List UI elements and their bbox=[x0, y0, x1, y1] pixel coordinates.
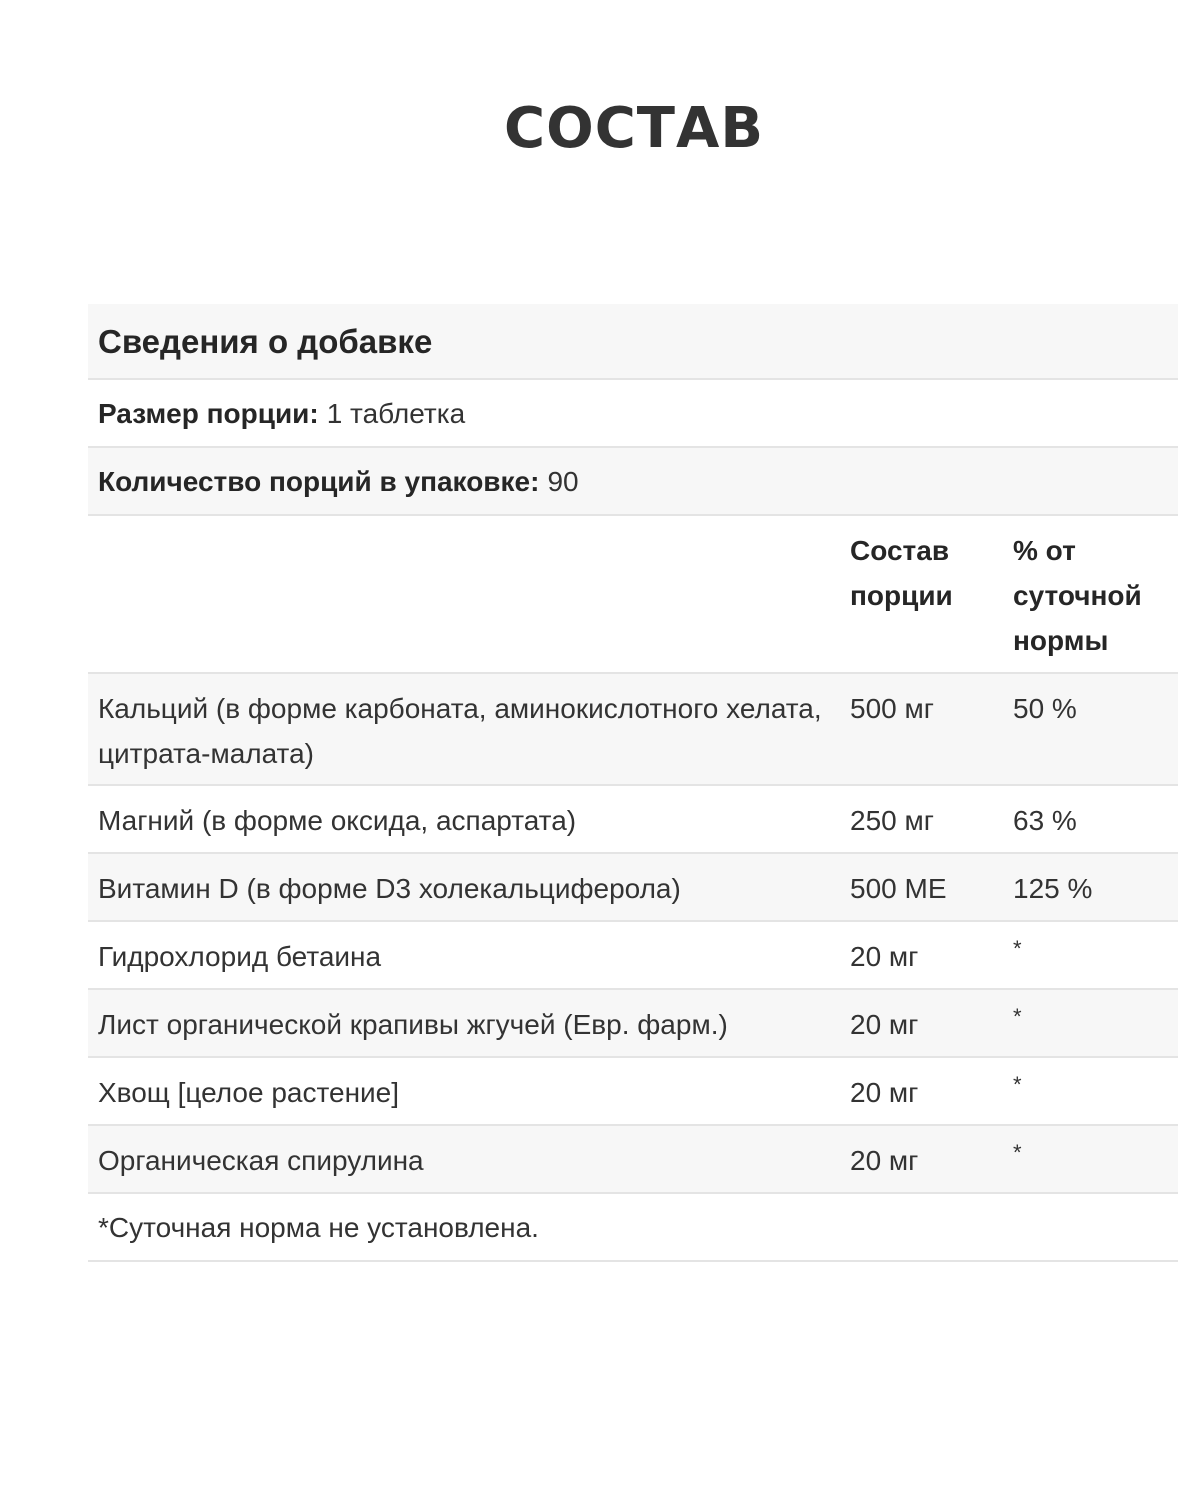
ingredient-amount: 250 мг bbox=[850, 805, 934, 836]
ingredient-daily-value: * bbox=[1013, 1004, 1022, 1029]
serving-size-value: 1 таблетка bbox=[326, 397, 466, 429]
ingredient-name: Хвощ [целое растение] bbox=[98, 1077, 400, 1108]
ingredient-row bbox=[88, 1126, 1178, 1194]
ingredient-daily-value: * bbox=[1013, 1072, 1022, 1097]
table-header-title: Сведения о добавке bbox=[98, 322, 433, 360]
serving-size-row bbox=[88, 380, 1178, 448]
ingredient-name: Витамин D (в форме D3 холекальциферола) bbox=[98, 873, 681, 904]
footnote-row bbox=[88, 1194, 1178, 1262]
table-header bbox=[88, 304, 1178, 380]
ingredient-amount: 500 МЕ bbox=[850, 873, 947, 904]
ingredient-amount: 20 мг bbox=[850, 941, 919, 972]
ingredient-row bbox=[88, 990, 1178, 1058]
ingredient-name: Органическая спирулина bbox=[98, 1145, 424, 1176]
column-header-amount: Состав порции bbox=[850, 535, 953, 611]
ingredient-row bbox=[88, 1058, 1178, 1126]
ingredient-amount: 500 мг bbox=[850, 693, 934, 724]
ingredient-row bbox=[88, 786, 1178, 854]
servings-label: Количество порций в упаковке: bbox=[98, 465, 540, 497]
ingredient-amount: 20 мг bbox=[850, 1009, 919, 1040]
ingredient-daily-value: * bbox=[1013, 936, 1022, 961]
servings-per-container-row bbox=[88, 448, 1178, 516]
ingredient-amount: 20 мг bbox=[850, 1077, 919, 1108]
serving-size-label: Размер порции: bbox=[98, 397, 319, 429]
ingredient-name: Магний (в форме оксида, аспартата) bbox=[98, 805, 577, 836]
footnote-text: *Суточная норма не установлена. bbox=[98, 1211, 539, 1243]
supplement-facts-table bbox=[88, 304, 1178, 1262]
ingredient-name: Кальций (в форме карбоната, аминокислотного хелата, цитрата-малата) bbox=[98, 693, 822, 769]
servings-value: 90 bbox=[547, 465, 579, 497]
ingredient-daily-value: 63 % bbox=[1013, 805, 1077, 836]
column-headers-row bbox=[88, 516, 1178, 674]
ingredient-row bbox=[88, 854, 1178, 922]
ingredient-daily-value: 125 % bbox=[1013, 873, 1093, 904]
ingredient-name: Лист органической крапивы жгучей (Евр. фарм.) bbox=[98, 1009, 728, 1040]
page-title: СОСТАВ bbox=[503, 96, 765, 161]
ingredient-row bbox=[88, 922, 1178, 990]
column-header-daily-value: % от суточной нормы bbox=[1013, 535, 1142, 656]
ingredient-name: Гидрохлорид бетаина bbox=[98, 941, 382, 972]
ingredient-row bbox=[88, 674, 1178, 786]
ingredient-amount: 20 мг bbox=[850, 1145, 919, 1176]
ingredient-daily-value: 50 % bbox=[1013, 693, 1077, 724]
ingredient-daily-value: * bbox=[1013, 1140, 1022, 1165]
